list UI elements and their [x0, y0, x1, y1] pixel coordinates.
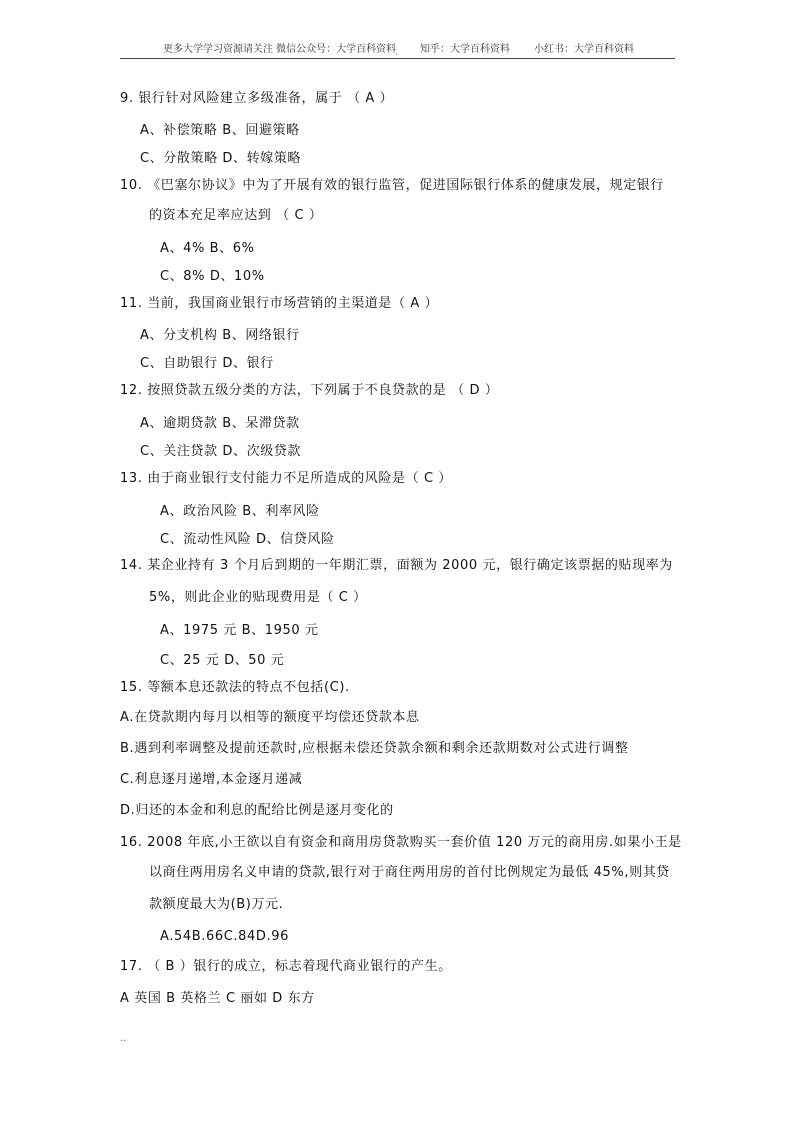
header-zhihu: 知乎：大学百科资料 [420, 44, 510, 55]
option-line: A、1975 元 B、1950 元 [160, 623, 319, 638]
option-line: C.利息逐月递增,本金逐月递减 [120, 772, 303, 787]
question-16-cont: 以商住两用房名义申请的贷款,银行对于商住两用房的首付比例规定为最低 45%,则其贷 [149, 865, 670, 880]
question-16: 16. 2008 年底,小王欲以自有资金和商用房贷款购买一套价值 120 万元的商用房.如果小王是 [120, 835, 682, 850]
option-line: C、25 元 D、50 元 [160, 653, 285, 668]
question-17: 17. （ B ）银行的成立，标志着现代商业银行的产生。 [120, 959, 452, 974]
header-xiaohongshu: 小红书：大学百科资料 [534, 44, 634, 55]
question-9: 9. 银行针对风险建立多级准备，属于 （ A ） [120, 91, 394, 106]
option-line: C、流动性风险 D、信贷风险 [160, 532, 335, 547]
header-dot: · [395, 50, 398, 59]
option-line: A.在贷款期内每月以相等的额度平均偿还贷款本息 [120, 710, 420, 725]
question-10: 10. 《巴塞尔协议》中为了开展有效的银行监管，促进国际银行体系的健康发展，规定银行 [120, 178, 665, 193]
question-13: 13. 由于商业银行支付能力不足所造成的风险是（ C ） [120, 471, 452, 486]
question-16-cont: 款额度最大为(B)万元. [149, 897, 284, 912]
option-line: A、分支机构 B、网络银行 [140, 328, 300, 343]
option-line: A、政治风险 B、利率风险 [160, 504, 320, 519]
question-10-cont: 的资本充足率应达到 （ C ） [149, 208, 323, 223]
option-line: B.遇到利率调整及提前还款时,应根据未偿还贷款余额和剩余还款期数对公式进行调整 [120, 741, 629, 756]
question-14-cont: 5%，则此企业的贴现费用是（ C ） [149, 590, 367, 605]
option-line: C、自助银行 D、银行 [140, 356, 274, 371]
option-line: C、8% D、10% [160, 269, 265, 284]
option-line: A 英国 B 英格兰 C 丽如 D 东方 [120, 991, 315, 1006]
page-footer: .. [120, 1033, 127, 1044]
question-14: 14. 某企业持有 3 个月后到期的一年期汇票，面额为 2000 元，银行确定该票据的贴现率为 [120, 558, 673, 573]
question-12: 12. 按照贷款五级分类的方法，下列属于不良贷款的是 （ D ） [120, 383, 499, 398]
option-line: A、补偿策略 B、回避策略 [140, 123, 300, 138]
option-line: C、关注贷款 D、次级贷款 [140, 444, 302, 459]
question-15: 15. 等额本息还款法的特点不包括(C). [120, 680, 350, 695]
option-line: A、4% B、6% [160, 241, 255, 256]
option-line: D.归还的本金和利息的配给比例是逐月变化的 [120, 803, 394, 818]
option-line: C、分散策略 D、转嫁策略 [140, 151, 302, 166]
page-header [120, 38, 675, 59]
question-11: 11. 当前，我国商业银行市场营销的主渠道是（ A ） [120, 296, 439, 311]
option-line: A、逾期贷款 B、呆滞贷款 [140, 416, 300, 431]
option-line: A.54B.66C.84D.96 [160, 929, 289, 944]
header-wechat: 更多大学学习资源请关注 微信公众号：大学百科资料 [163, 44, 397, 55]
